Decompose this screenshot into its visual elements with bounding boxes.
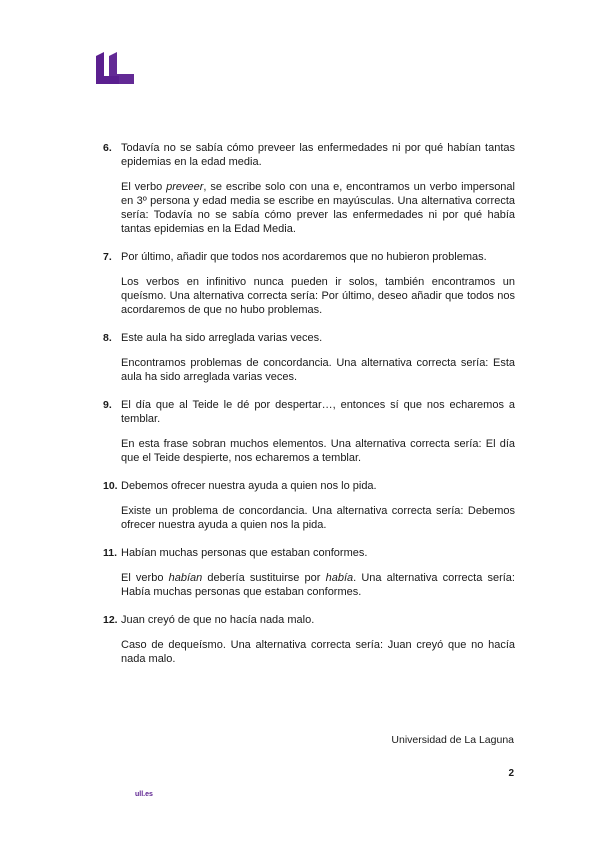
item-explanation: Caso de dequeísmo. Una alternativa correcta sería: Juan creyó que no hacía nada malo. [121, 639, 515, 665]
item-number: 12. [103, 614, 118, 626]
item-question: Por último, añadir que todos nos acordaremos que no hubieron problemas. [121, 251, 487, 263]
item-question: Este aula ha sido arreglada varias veces. [121, 332, 323, 344]
logo-right-stroke [109, 52, 134, 84]
list-item [103, 331, 515, 384]
item-explanation: El verbo habían debería sustituirse por había. Una alternativa correcta sería: Había muchas personas que estaban conformes. [121, 572, 515, 598]
list-item [103, 546, 515, 599]
list-item [103, 479, 515, 532]
item-number: 10. [103, 480, 118, 492]
item-question: Todavía no se sabía cómo preveer las enfermedades ni por qué habían tantas epidemias en la edad media. [121, 142, 515, 168]
website-link[interactable]: ull.es [135, 791, 153, 798]
footer-university: Universidad de La Laguna [391, 734, 514, 746]
item-number: 11. [103, 547, 118, 559]
item-number: 6. [103, 142, 112, 154]
list-item [103, 141, 515, 236]
item-explanation: Los verbos en infinitivo nunca pueden ir solos, también encontramos un queísmo. Una alternativa correcta sería: Por último, deseo añadir que todos nos acordaremos de que no hubo problemas. [121, 276, 515, 316]
item-explanation: Existe un problema de concordancia. Una alternativa correcta sería: Debemos ofrecer nuestra ayuda a quien nos la pida. [121, 505, 515, 531]
item-question: Habían muchas personas que estaban conformes. [121, 547, 368, 559]
university-logo-icon [95, 52, 135, 84]
item-explanation: Encontramos problemas de concordancia. Una alternativa correcta sería: Esta aula ha sido arreglada varias veces. [121, 357, 515, 383]
item-explanation: El verbo preveer, se escribe solo con una e, encontramos un verbo impersonal en 3º persona y edad media se escribe en mayúsculas. Una alternativa correcta sería: Todavía no se sabía cómo prever las enfermedades ni por qué había tantas epidemias en la Edad Media. [121, 181, 515, 235]
item-number: 7. [103, 251, 112, 263]
item-question: El día que al Teide le dé por despertar…, entonces sí que nos echaremos a temblar. [121, 399, 515, 425]
page-number: 2 [508, 768, 514, 779]
item-explanation: En esta frase sobran muchos elementos. Una alternativa correcta sería: El día que el Teide despierte, nos echaremos a temblar. [121, 438, 515, 464]
item-number: 8. [103, 332, 112, 344]
list-item [103, 398, 515, 465]
list-item [103, 250, 515, 317]
item-question: Debemos ofrecer nuestra ayuda a quien nos lo pida. [121, 480, 377, 492]
corrections-list [103, 141, 515, 680]
item-question: Juan creyó de que no hacía nada malo. [121, 614, 315, 626]
list-item [103, 613, 515, 666]
item-number: 9. [103, 399, 112, 411]
